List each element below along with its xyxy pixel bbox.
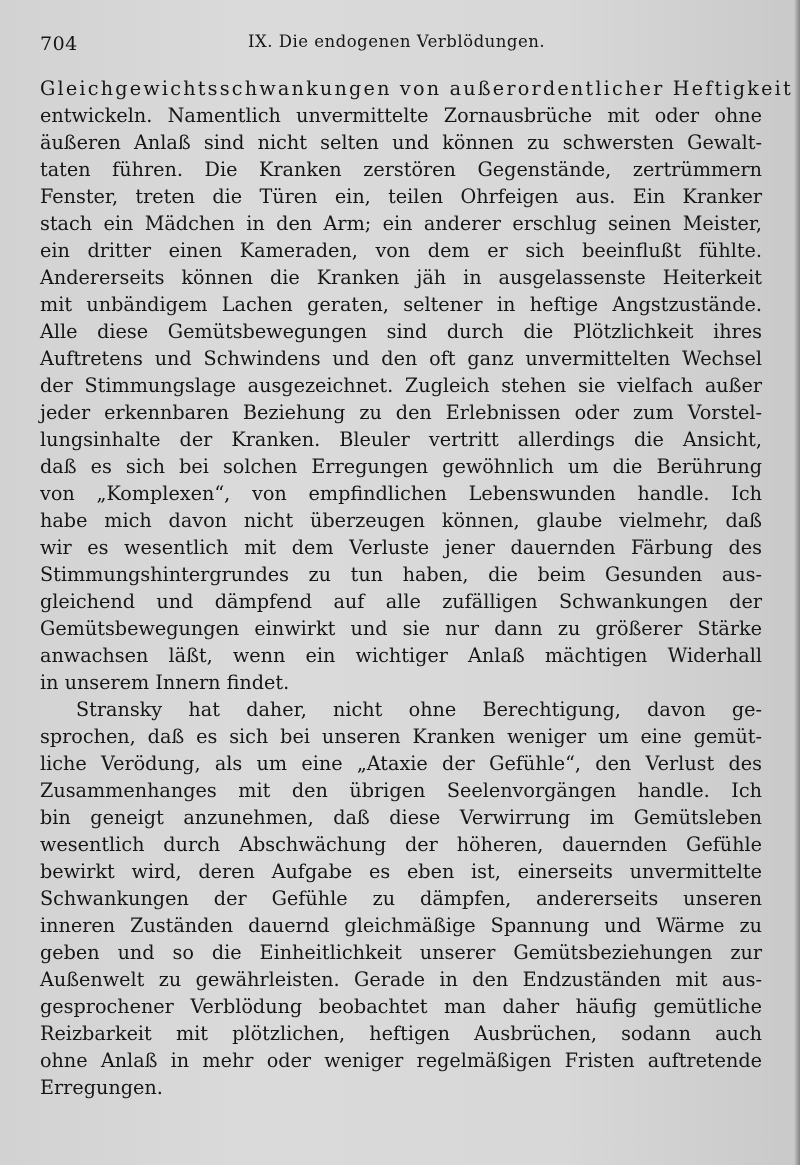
text-line: Andererseits können die Kranken jäh in ausgelassenste Heiterkeit xyxy=(40,266,762,289)
text-line: ohne Anlaß in mehr oder weniger regelmäßigen Fristen auftretende xyxy=(40,1049,762,1072)
text-line: Auftretens und Schwindens und den oft ganz unvermittelten Wechsel xyxy=(40,347,762,370)
text-line: entwickeln. Namentlich unvermittelte Zornausbrüche mit oder ohne xyxy=(40,104,762,127)
text-line: Gleichgewichtsschwankungen von außerordentlicher Heftigkeit xyxy=(40,77,793,100)
text-line: lungsinhalte der Kranken. Bleuler vertritt allerdings die Ansicht, xyxy=(40,428,762,451)
text-line: taten führen. Die Kranken zerstören Gegenstände, zertrümmern xyxy=(40,158,762,181)
text-line: gesprochener Verblödung beobachtet man daher häufig gemütliche xyxy=(40,995,762,1018)
running-head: IX. Die endogenen Verblödungen. xyxy=(248,32,546,51)
text-line: Alle diese Gemütsbewegungen sind durch die Plötzlichkeit ihres xyxy=(40,320,762,343)
text-line: stach ein Mädchen in den Arm; ein anderer erschlug seinen Meister, xyxy=(40,212,762,235)
text-line: Fenster, treten die Türen ein, teilen Ohrfeigen aus. Ein Kranker xyxy=(40,185,762,208)
text-line: bewirkt wird, deren Aufgabe es eben ist, einerseits unvermittelte xyxy=(40,860,762,883)
text-line: der Stimmungslage ausgezeichnet. Zugleich stehen sie vielfach außer xyxy=(40,374,762,397)
text-line: Stransky hat daher, nicht ohne Berechtigung, davon ge- xyxy=(76,698,762,721)
text-line: geben und so die Einheitlichkeit unserer Gemütsbeziehungen zur xyxy=(40,941,762,964)
text-line: inneren Zuständen dauernd gleichmäßige Spannung und Wärme zu xyxy=(40,914,762,937)
body-text xyxy=(40,75,793,1101)
text-line: Reizbarkeit mit plötzlichen, heftigen Ausbrüchen, sodann auch xyxy=(40,1022,762,1045)
text-line: anwachsen läßt, wenn ein wichtiger Anlaß mächtigen Widerhall xyxy=(40,644,762,667)
text-line: von „Komplexen“, von empfindlichen Lebenswunden handle. Ich xyxy=(40,482,762,505)
text-line: Außenwelt zu gewährleisten. Gerade in den Endzuständen mit aus- xyxy=(40,968,762,991)
page-header xyxy=(40,30,760,60)
text-line: Stimmungshintergrundes zu tun haben, die beim Gesunden aus- xyxy=(40,563,762,586)
text-line: liche Verödung, als um eine „Ataxie der Gefühle“, den Verlust des xyxy=(40,752,762,775)
text-line: Zusammenhanges mit den übrigen Seelenvorgängen handle. Ich xyxy=(40,779,762,802)
text-line: äußeren Anlaß sind nicht selten und können zu schwersten Gewalt- xyxy=(40,131,762,154)
page-edge-shadow xyxy=(794,0,800,1165)
text-line: jeder erkennbaren Beziehung zu den Erlebnissen oder zum Vorstel- xyxy=(40,401,762,424)
text-line: daß es sich bei solchen Erregungen gewöhnlich um die Berührung xyxy=(40,455,762,478)
text-line: ein dritter einen Kameraden, von dem er sich beeinflußt fühlte. xyxy=(40,239,762,262)
text-line: sprochen, daß es sich bei unseren Kranken weniger um eine gemüt- xyxy=(40,725,762,748)
text-line: Erregungen. xyxy=(40,1076,163,1099)
text-line: gleichend und dämpfend auf alle zufälligen Schwankungen der xyxy=(40,590,762,613)
text-line: in unserem Innern findet. xyxy=(40,671,290,694)
text-line: mit unbändigem Lachen geraten, seltener in heftige Angstzustände. xyxy=(40,293,762,316)
text-line: bin geneigt anzunehmen, daß diese Verwirrung im Gemütsleben xyxy=(40,806,762,829)
text-line: Gemütsbewegungen einwirkt und sie nur dann zu größerer Stärke xyxy=(40,617,762,640)
text-line: wesentlich durch Abschwächung der höheren, dauernden Gefühle xyxy=(40,833,762,856)
text-line: Schwankungen der Gefühle zu dämpfen, andererseits unseren xyxy=(40,887,762,910)
page-number: 704 xyxy=(40,33,78,55)
text-line: wir es wesentlich mit dem Verluste jener dauernden Färbung des xyxy=(40,536,762,559)
text-line: habe mich davon nicht überzeugen können, glaube vielmehr, daß xyxy=(40,509,762,532)
